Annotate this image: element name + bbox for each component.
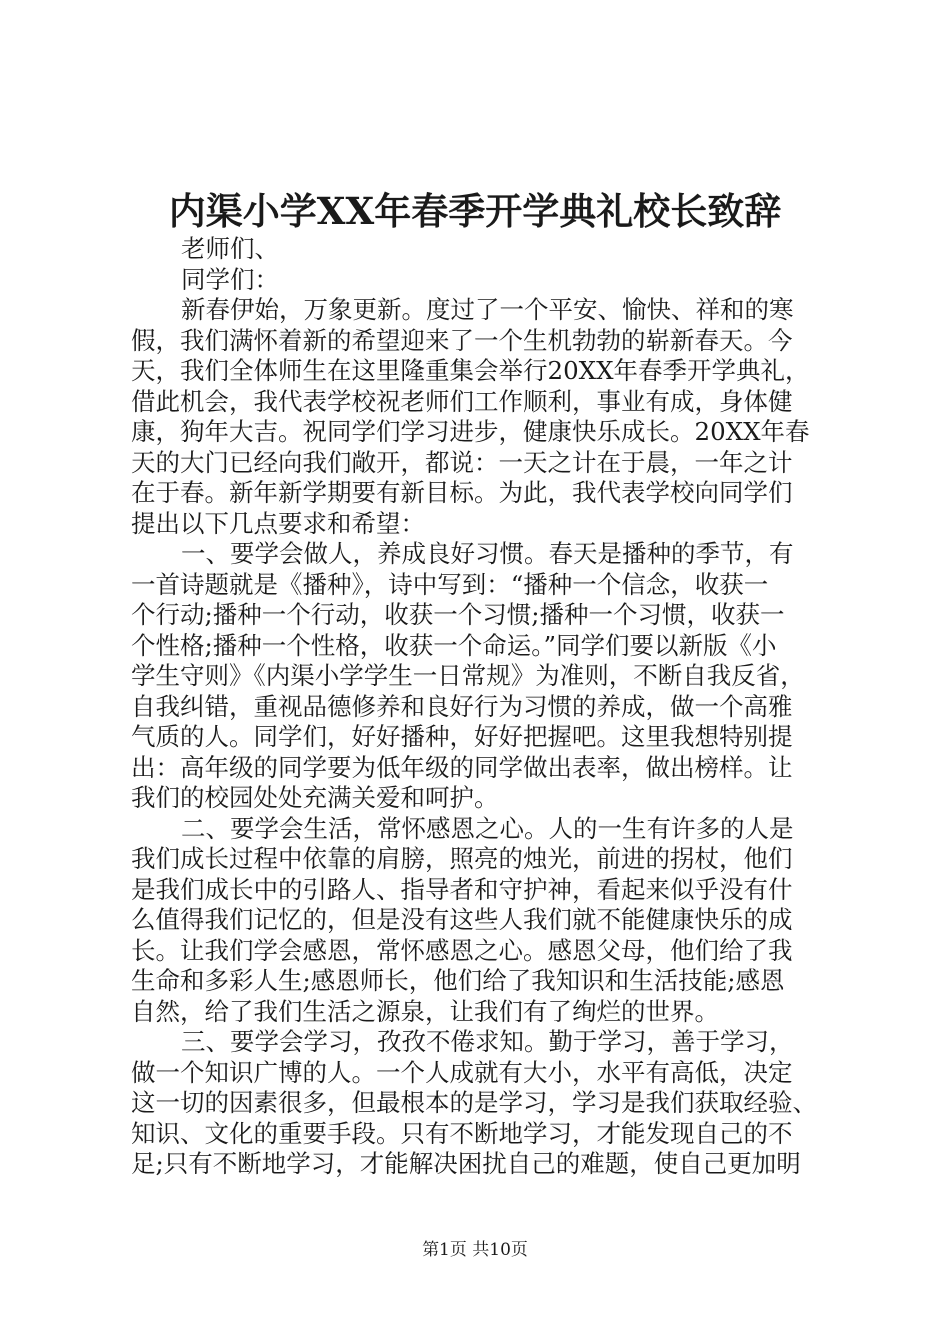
greeting-line: 老师们、 [181,234,279,263]
paragraph-line: 借此机会，我代表学校祝老师们工作顺利，事业有成，身体健 [131,386,793,416]
paragraph-line: 知识、文化的重要手段。只有不断地学习，才能发现自己的不 [131,1118,793,1148]
paragraph-line: 长。让我们学会感恩，常怀感恩之心。感恩父母，他们给了我 [131,935,793,965]
paragraph-line: 个行动;播种一个行动，收获一个习惯;播种一个习惯，收获一 [131,600,785,629]
paragraph-line: 做一个知识广博的人。一个人成就有大小，水平有高低，决定 [131,1057,793,1087]
greeting-line: 同学们： [181,264,279,294]
paragraph-line: 出：高年级的同学要为低年级的同学做出表率，做出榜样。让 [131,752,793,782]
document-body [131,234,831,1180]
paragraph-line: 自我纠错，重视品德修养和良好行为习惯的养成，做一个高雅 [131,691,793,721]
paragraph-line: 是我们成长中的引路人、指导者和守护神，看起来似乎没有什 [131,874,793,904]
paragraph-line: 个性格;播种一个性格，收获一个命运。”同学们要以新版《小 [131,630,777,660]
paragraph-line: 天的大门已经向我们敞开，都说：一天之计在于晨，一年之计 [131,447,793,477]
paragraph-line: 我们的校园处处充满关爱和呵护。 [131,783,499,812]
paragraph-line: 三、要学会学习，孜孜不倦求知。勤于学习，善于学习， [181,1027,794,1056]
page-number-footer: 第1页 共10页 [422,1240,528,1260]
paragraph-line: 自然，给了我们生活之源泉，让我们有了绚烂的世界。 [131,996,719,1026]
paragraph-line: 天，我们全体师生在这里隆重集会举行20XX年春季开学典礼， [131,356,810,385]
paragraph-line: 在于春。新年新学期要有新目标。为此，我代表学校向同学们 [131,478,793,507]
document-title: 内渠小学XX年春季开学典礼校长致辞 [168,189,782,233]
paragraph-line: 新春伊始，万象更新。度过了一个平安、愉快、祥和的寒 [181,295,794,324]
paragraph-line: 一、要学会做人，养成良好习惯。春天是播种的季节，有 [181,539,794,568]
paragraph-line: 生命和多彩人生;感恩师长，他们给了我知识和生活技能;感恩 [131,966,785,995]
paragraph-line: 气质的人。同学们，好好播种，好好把握吧。这里我想特别提 [131,722,793,751]
paragraph-line: 提出以下几点要求和希望： [131,508,425,538]
paragraph-line: 一首诗题就是《播种》，诗中写到：“播种一个信念，收获一 [131,569,769,599]
paragraph-line: 这一切的因素很多，但最根本的是学习，学习是我们获取经验、 [131,1088,817,1117]
paragraph-line: 二、要学会生活，常怀感恩之心。人的一生有许多的人是 [181,813,794,843]
paragraph-line: 康，狗年大吉。祝同学们学习进步，健康快乐成长。20XX年春 [131,417,810,446]
paragraph-line: 足;只有不断地学习，才能解决困扰自己的难题，使自己更加明 [131,1149,801,1178]
paragraph-line: 假，我们满怀着新的希望迎来了一个生机勃勃的崭新春天。今 [131,325,793,355]
paragraph-line: 学生守则》《内渠小学学生一日常规》为准则，不断自我反省， [131,661,805,690]
paragraph-line: 我们成长过程中依靠的肩膀，照亮的烛光，前进的拐杖，他们 [131,844,793,873]
paragraph-line: 么值得我们记忆的，但是没有这些人我们就不能健康快乐的成 [131,905,793,934]
